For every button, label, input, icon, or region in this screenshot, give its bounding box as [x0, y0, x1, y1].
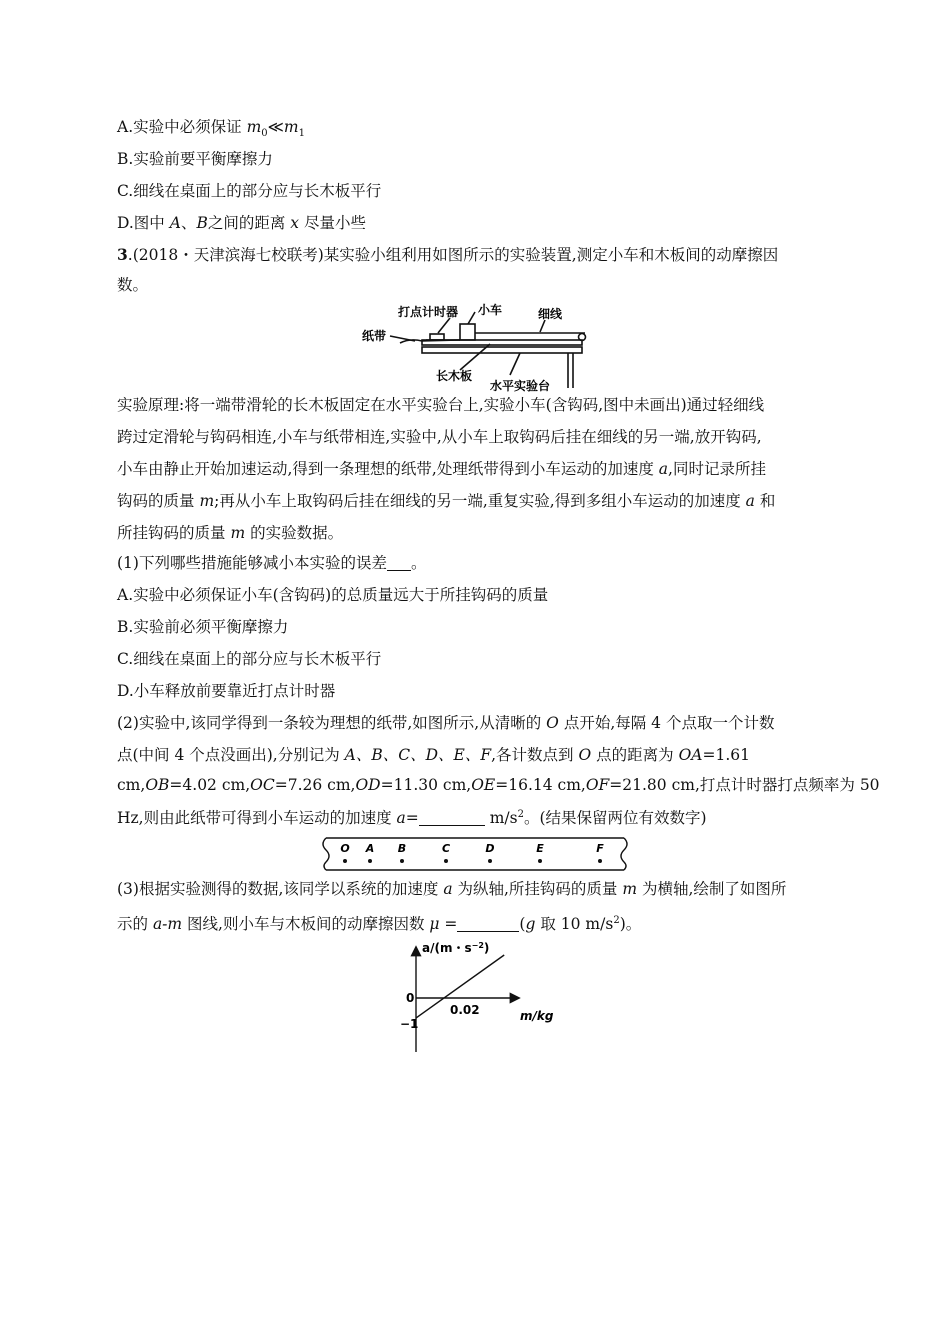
prev-option-c: C.细线在桌面上的部分应与长木板平行	[117, 182, 382, 200]
var-a: a	[658, 460, 669, 478]
tape-point-label: E	[536, 842, 544, 855]
text: 小车由静止开始加速运动,得到一条理想的纸带,处理纸带得到小车运动的加速度	[117, 460, 659, 478]
tape-point-label: A	[365, 842, 375, 855]
tape-point-label: C	[441, 842, 451, 855]
var-o: O	[546, 714, 559, 732]
text: 的实验数据。	[245, 524, 344, 542]
var-g: g	[525, 915, 536, 934]
part2-line2	[117, 745, 750, 765]
text: =1.61	[702, 746, 750, 764]
friction-answer-blank[interactable]	[457, 915, 519, 932]
text: =4.02 cm,	[169, 776, 251, 794]
text: 为横轴,绘制了如图所	[637, 880, 787, 898]
text: )。	[619, 915, 642, 934]
var-ob: OB	[145, 776, 170, 794]
text: (1)下列哪些措施能够减小本实验的误差	[117, 554, 387, 572]
superscript: 2	[517, 809, 524, 820]
text: ;再从小车上取钩码后挂在细线的另一端,重复实验,得到多组小车运动的加速度	[214, 492, 746, 510]
y-axis-label-text: a/(m・s	[422, 941, 472, 955]
separator: 、	[180, 214, 197, 232]
text: (	[519, 915, 526, 934]
point-names: A、B、C、D、E、F	[344, 746, 492, 764]
option-text: 尽量小些	[299, 214, 366, 232]
superscript: 2	[613, 915, 620, 926]
label-tape: 纸带	[362, 329, 387, 343]
part1-option-c: C.细线在桌面上的部分应与长木板平行	[117, 650, 382, 668]
tape-point-dot	[343, 859, 347, 863]
var-oa: OA	[678, 746, 703, 764]
var-a: a	[745, 492, 755, 510]
tape-left-edge	[323, 838, 329, 870]
var-of: OF	[585, 776, 610, 794]
unit: m/s	[484, 809, 518, 828]
x-intercept-label: 0.02	[450, 1003, 480, 1017]
label-car: 小车	[478, 303, 503, 317]
text: ,各计数点到	[491, 746, 579, 764]
part1-option-a: A.实验中必须保证小车(含钩码)的总质量远大于所挂钩码的质量	[117, 586, 549, 604]
stem-text: 某实验小组利用如图所示的实验装置,测定小车和木板间的动摩擦因	[323, 246, 779, 264]
y-intercept-label: −1	[400, 1017, 419, 1031]
tape-right-edge	[621, 838, 627, 870]
tape-point-dot	[538, 859, 542, 863]
text: 取 10 m/s	[535, 915, 614, 934]
var-a: a	[396, 809, 406, 828]
text: =16.14 cm,	[495, 776, 586, 794]
part1-option-b: B.实验前必须平衡摩擦力	[117, 618, 289, 636]
y-axis-label	[422, 941, 489, 955]
prev-option-b: B.实验前要平衡摩擦力	[117, 150, 273, 168]
var-a: A	[169, 214, 181, 232]
text: 和	[754, 492, 776, 510]
text: ,同时记录所挂	[668, 460, 766, 478]
text: cm,	[117, 776, 146, 794]
text: =7.26 cm,	[274, 776, 356, 794]
timer-shape	[430, 334, 444, 340]
a-m-graph	[378, 938, 578, 1058]
text: 示的	[117, 915, 153, 934]
principle-line2: 跨过定滑轮与钩码相连,小车与纸带相连,实验中,从小车上取钩码后挂在细线的另一端,放开钩码,	[117, 428, 762, 446]
var-x: x	[290, 214, 300, 232]
var-m: m	[246, 118, 262, 136]
tape-point-dot	[400, 859, 404, 863]
part2-line4	[117, 805, 707, 828]
part3-line1	[117, 879, 786, 899]
text: =	[439, 915, 458, 934]
subscript: 0	[261, 128, 268, 140]
text: 点开始,每隔 4 个点取一个计数	[558, 714, 775, 732]
text: 图线,则小车与木板间的动摩擦因数	[182, 915, 430, 934]
y-axis-label-close: )	[483, 941, 490, 955]
tape-point-dot	[444, 859, 448, 863]
var-mu: μ	[429, 915, 440, 934]
var-a: a	[443, 880, 453, 898]
q3-stem-line1	[117, 245, 778, 265]
origin-label: 0	[406, 991, 415, 1005]
prev-option-d	[117, 213, 366, 233]
part1-question	[117, 553, 426, 573]
text: 钩码的质量	[117, 492, 200, 510]
text: (3)根据实验测得的数据,该同学以系统的加速度	[117, 880, 444, 898]
tape-point-label: O	[340, 842, 350, 855]
var-od: OD	[355, 776, 381, 794]
tape-point-dot	[598, 859, 602, 863]
text: 。	[410, 554, 427, 572]
tape-point-label: D	[485, 842, 495, 855]
option-text: 之间的距离	[207, 214, 291, 232]
answer-blank[interactable]	[387, 554, 411, 571]
text: 点(中间 4 个点没画出),分别记为	[117, 746, 345, 764]
var-m: m	[230, 524, 246, 542]
var-a-m: a-m	[152, 915, 183, 934]
acceleration-answer-blank[interactable]	[419, 809, 485, 826]
q3-stem-line2: 数。	[117, 276, 149, 294]
var-o: O	[578, 746, 592, 764]
text: 点的距离为	[591, 746, 679, 764]
apparatus-diagram	[360, 300, 590, 392]
text: =11.30 cm,	[380, 776, 472, 794]
label-string: 细线	[538, 307, 563, 321]
x-axis-label: m/kg	[520, 1009, 554, 1023]
tape-point-label: F	[596, 842, 604, 855]
prev-option-a	[117, 117, 305, 144]
principle-line4	[117, 491, 775, 511]
text: =	[405, 809, 419, 828]
var-m: m	[283, 118, 299, 136]
label-timer: 打点计时器	[398, 305, 459, 319]
table-shape	[422, 347, 582, 353]
var-oe: OE	[471, 776, 496, 794]
label-table: 水平实验台	[490, 379, 551, 392]
label-board: 长木板	[436, 369, 473, 383]
option-text: D.图中	[117, 214, 170, 232]
var-m: m	[622, 880, 638, 898]
much-less-symbol: ≪	[267, 118, 284, 136]
text: 所挂钩码的质量	[117, 524, 231, 542]
part2-line1	[117, 713, 774, 733]
var-m: m	[199, 492, 215, 510]
tape-figure	[318, 834, 632, 874]
text: (2)实验中,该同学得到一条较为理想的纸带,如图所示,从清晰的	[117, 714, 547, 732]
option-text: A.实验中必须保证	[117, 118, 247, 136]
subscript: 1	[298, 128, 305, 140]
text: 。(结果保留两位有效数字)	[523, 809, 707, 828]
tape-point-dot	[488, 859, 492, 863]
text: Hz,则由此纸带可得到小车运动的加速度	[117, 809, 397, 828]
var-b: B	[196, 214, 208, 232]
y-axis-label-sup: −2	[471, 941, 484, 950]
car-shape	[460, 324, 475, 340]
part2-line3	[117, 775, 880, 795]
principle-line1: 实验原理:将一端带滑轮的长木板固定在水平实验台上,实验小车(含钩码,图中未画出)通过轻细线	[117, 396, 765, 414]
var-oc: OC	[250, 776, 275, 794]
question-number: 3	[117, 245, 128, 264]
principle-line3	[117, 459, 766, 479]
text: 为纵轴,所挂钩码的质量	[452, 880, 623, 898]
text: =21.80 cm,打点计时器打点频率为 50	[609, 776, 880, 794]
tape-point-label: B	[397, 842, 407, 855]
part1-option-d: D.小车释放前要靠近打点计时器	[117, 682, 336, 700]
question-source: .(2018・天津滨海七校联考)	[127, 246, 324, 264]
principle-line5	[117, 523, 343, 543]
part3-line2	[117, 911, 641, 934]
tape-point-dot	[368, 859, 372, 863]
